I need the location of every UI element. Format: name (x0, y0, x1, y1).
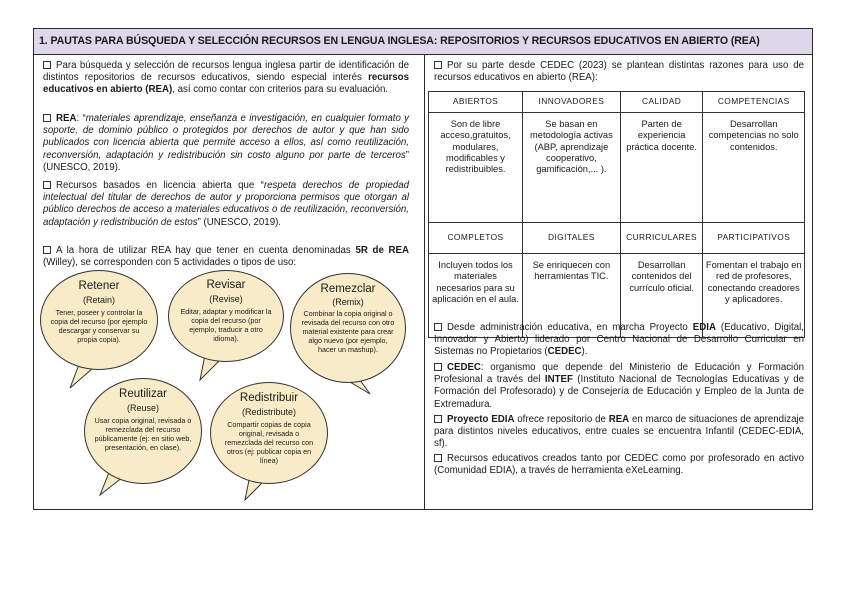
bubble-description: Editar, adaptar y modificar la copia del recurso (por ejemplo, traducir a otro idioma). (180, 307, 272, 343)
bubble-title: Remezclar (320, 283, 376, 295)
table-cell: Se basan en metodología activas (ABP, aprendizaje cooperativo, gamificación,... ). (523, 113, 621, 223)
bubble-subtitle: (Reuse) (126, 403, 159, 413)
text-span: Para búsqueda y selección de recursos lengua inglesa partir de identificación de distintos repositorios de recursos educativos, siendo especial interés (43, 60, 409, 84)
text-span-bold: EDIA (692, 322, 716, 333)
checkbox-icon (434, 363, 442, 371)
text-span: Recursos basados en licencia abierta que “ (56, 180, 264, 191)
text-span: : organismo que depende del Ministerio de Educación y Formación Profesional a través del (434, 362, 804, 386)
table-row (429, 113, 805, 223)
text-span-bold: CEDEC (447, 362, 481, 373)
checkbox-icon (434, 323, 442, 331)
text-span: (Willey), se corresponden con 5 actividades o tipos de uso: (43, 257, 297, 269)
text-span: (Educativo, Digital, Innovador y Abierto) liderado por Centro Nacional de Desarrollo Curricular en Sistemas no Propietarios ( (434, 322, 804, 358)
text-span: Recursos educativos creados tanto por CEDEC como por profesorado en activo (Comunidad EDIA), a través de herramienta eXeLearning. (434, 453, 804, 477)
bubble-reutilizar (84, 378, 202, 484)
bubble-retener (40, 270, 158, 370)
text-span: (Instituto Nacional de Tecnologías Educativas y de Formación del Profesorado) y de Consejería de Educación y Empleo de la Junta de Extremadura. (434, 374, 804, 410)
text-span-bold: CEDEC (547, 346, 582, 358)
text-span-italic: materiales aprendizaje, enseñanza e investigación, en cualquier formato y soporte, de dominio público o protegidos por derechos de autor y que han sido publicados con licencia abierta que permite acceso a ellos, así como reutilización, reconversión, adaptación y redistribución sin costo alguno por parte de terceros (43, 113, 410, 161)
right-paragraph-intro (434, 60, 804, 84)
table-cell: Se enriquecen con herramientas TIC. (523, 254, 621, 338)
checkbox-icon (43, 114, 51, 122)
bubble-title: Reutilizar (119, 388, 167, 400)
text-span-bold: INTEF (544, 374, 573, 386)
checkbox-icon (434, 454, 442, 462)
bubble-description: Usar copia original, revisada o remezclada del recurso públicamente (ej: en sitio web, presentación, en clase). (94, 416, 192, 452)
left-paragraph-5r (43, 245, 409, 269)
table-header-cell: PARTICIPATIVOS (703, 223, 805, 254)
left-paragraph-intro (43, 60, 409, 97)
bubble-description: Combinar la copia original o revisada del recurso con otro material existente para crear algo nuevo (por ejemplo, hacer un mashup). (301, 309, 395, 354)
text-span-bold: Proyecto EDIA (447, 414, 515, 425)
table-cell: Son de libre acceso,gratuitos, modulares, modificables y redistribuibles. (429, 113, 523, 223)
left-paragraph-licencia (43, 180, 409, 229)
text-span-bold: REA (608, 414, 630, 425)
table-header-row (429, 92, 805, 113)
right-paragraph-cedec (434, 362, 804, 411)
text-span: ofrece repositorio de (514, 414, 609, 425)
bubble-title: Redistribuir (239, 392, 299, 404)
right-paragraph-recursos (434, 453, 804, 477)
text-span-bold: recursos educativos en abierto (REA) (43, 72, 409, 96)
right-paragraph-proyecto-edia (434, 414, 804, 451)
text-span: en marco de situaciones de aprendizaje para distintos niveles educativos, entre cuales se encuentra Infantil (CEDEC-EDIA, sf). (434, 414, 804, 450)
text-span: : “ (76, 113, 86, 124)
left-paragraph-rea-definition (43, 113, 409, 174)
bubble-subtitle: (Revise) (209, 294, 243, 304)
table-header-cell: CALIDAD (620, 92, 703, 113)
bubble-description: Tener, poseer y controlar la copia del recurso (por ejemplo descargar y conservar su propia copia). (50, 308, 148, 344)
table-header-cell: ABIERTOS (429, 92, 523, 113)
text-span: A la hora de utilizar REA hay que tener en cuenta denominadas (56, 245, 356, 256)
checkbox-icon (43, 246, 51, 254)
text-span-bold: REA (56, 113, 77, 124)
bubble-title: Revisar (206, 279, 246, 291)
table-cell: Desarrollan competencias no solo contenidos. (703, 113, 805, 223)
text-span: Desde administración educativa, en marcha Proyecto (447, 322, 693, 333)
text-span: ” (UNESCO, 2019). (43, 149, 409, 173)
checkbox-icon (43, 61, 51, 69)
table-cell: Parten de experiencia práctica docente. (620, 113, 703, 223)
table-header-cell: COMPETENCIAS (703, 92, 805, 113)
text-span-italic: respeta derechos de propiedad intelectual del titular de derechos de autor y proporciona permisos que otorgan al público derechos de acceso a materiales educativos o de reutilización, reconversión, adaptación y redistribución de estos (43, 180, 409, 228)
table-header-cell: INNOVADORES (523, 92, 621, 113)
table-header-row (429, 223, 805, 254)
checkbox-icon (434, 415, 442, 423)
page-title: 1. PAUTAS PARA BÚSQUEDA Y SELECCIÓN RECURSOS EN LENGUA INGLESA: REPOSITORIOS Y RECURSOS EDUCATIVOS EN ABIERTO (REA) (39, 35, 760, 47)
bubble-subtitle: (Redistribute) (241, 407, 297, 417)
bubble-revisar (168, 270, 284, 362)
bubble-description: Compartir copias de copia original, revisada o remezclada del recurso con otros (ej: publicar copia en línea) (224, 420, 314, 465)
text-span: ” (UNESCO, 2019). (197, 216, 282, 228)
checkbox-icon (434, 61, 442, 69)
text-span-bold: 5R de REA (355, 245, 410, 256)
text-span: ). (581, 346, 588, 358)
bubble-title: Retener (78, 280, 120, 292)
bubble-subtitle: (Retain) (82, 295, 115, 305)
text-span: , así como contar con criterios para su evaluación. (172, 84, 389, 96)
bubble-redistribuir (210, 382, 328, 484)
table-header-cell: CURRICULARES (620, 223, 703, 254)
table-header-cell: COMPLETOS (429, 223, 523, 254)
table-cell: Desarrollan contenidos del currículo oficial. (620, 254, 703, 338)
bubble-subtitle: (Remix) (332, 297, 364, 307)
bubble-remezclar (290, 273, 406, 383)
table-cell: Fomentan el trabajo en red de profesores, conectando creadores y aplicadores. (703, 254, 805, 338)
column-divider (424, 55, 425, 510)
table-cell: Incluyen todos los materiales necesarios para su aplicación en el aula. (429, 254, 523, 338)
table-header-cell: DIGITALES (523, 223, 621, 254)
rea-reasons-table (428, 91, 805, 338)
title-bar (34, 29, 812, 55)
checkbox-icon (43, 181, 51, 189)
text-span: Por su parte desde CEDEC (2023) se plantean distintas razones para uso de recursos educativos en abierto (REA): (434, 60, 804, 84)
right-paragraph-edia (434, 322, 804, 359)
